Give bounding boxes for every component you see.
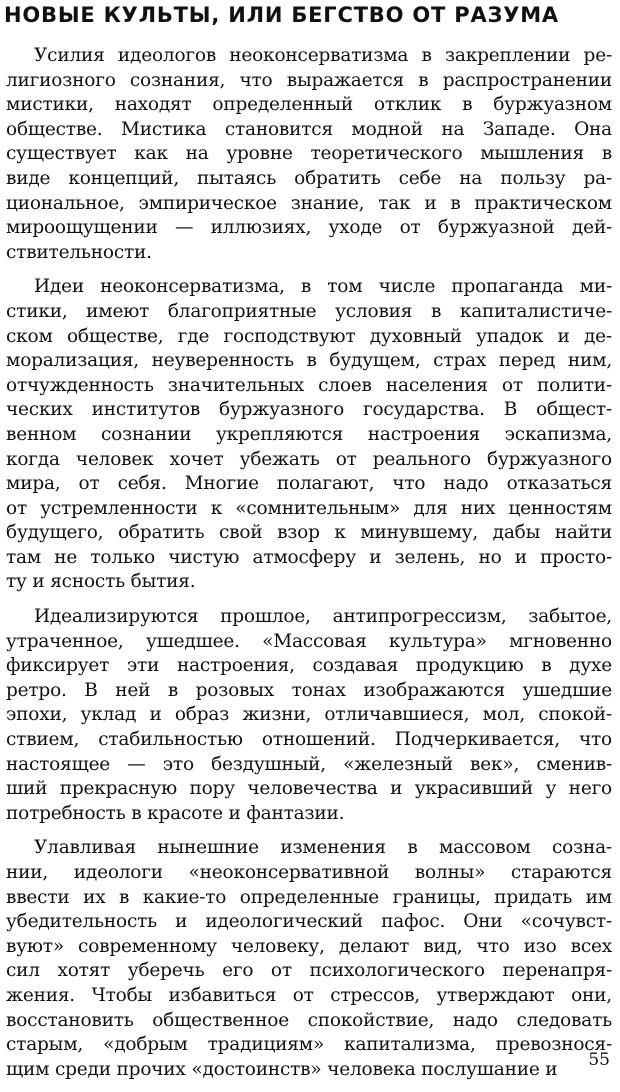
text-line: ту и ясность бытия. [6, 571, 196, 593]
text-line: стики, имеют благоприятные условия в капиталистиче- [6, 300, 612, 322]
text-line: лигиозного сознания, что выражается в распространении [6, 69, 612, 91]
text-line: жения. Чтобы избавиться от стрессов, утверждают они, [6, 984, 612, 1006]
text-line: мистики, находят определенный отклик в буржуазном [6, 94, 612, 116]
text-line: от устремленности к «сомнительным» для них ценностям [6, 497, 612, 519]
text-line: ший прекрасную пору человечества и украсивший у него [6, 778, 612, 800]
text-line: потребность в красоте и фантазии. [6, 802, 345, 824]
text-line: Идеи неоконсерватизма, в том числе пропаганда ми- [34, 276, 612, 298]
text-line: утраченное, ушедшее. «Массовая культура» мгновенно [6, 630, 612, 652]
text-line: ретро. В ней в розовых тонах изображаются ушедшие [6, 679, 612, 701]
body-text [6, 44, 612, 1092]
text-line: мироощущении — иллюзиях, уходе от буржуазной дей- [6, 217, 612, 239]
text-line: восстановить общественное спокойствие, надо следовать [6, 1009, 612, 1031]
paragraph [6, 605, 612, 826]
text-line: будущего, обратить свой взор к минувшему, дабы найти [6, 522, 612, 544]
text-line: ском обществе, где господствуют духовный упадок и де- [6, 325, 612, 347]
text-line: вуют» современному человеку, делают вид, что изо всех [6, 935, 612, 957]
text-line: Усилия идеологов неоконсерватизма в закреплении ре- [34, 45, 612, 66]
text-line: Улавливая нынешние изменения в массовом созна- [34, 837, 612, 859]
text-line: циональное, эмпирическое знание, так и в практическом [6, 192, 612, 214]
text-line: там не только чистую атмосферу и зелень, но и просто- [6, 546, 612, 568]
text-line: виде концепций, пытаясь обратить себе на пользу ра- [6, 167, 612, 189]
text-line: старым, «добрым традициям» капитализма, превознося- [6, 1034, 612, 1056]
text-line: Идеализируются прошлое, антипрогрессизм, забытое, [34, 606, 612, 628]
paragraph [6, 275, 612, 595]
text-line: отчужденность значительных слоев населения от полити- [6, 374, 612, 396]
text-line: когда человек хочет убежать от реального буржуазного [6, 448, 612, 470]
text-line: эпохи, уклад и образ жизни, отличавшиеся, мол, спокой- [6, 704, 612, 726]
text-line: венном сознании укрепляются настроения эскапизма, [6, 423, 612, 445]
page-number: 55 [588, 1050, 610, 1070]
text-line: убедительность и идеологический пафос. Они «сочувст- [6, 911, 612, 933]
text-line: сил хотят уберечь его от психологического перенапря- [6, 960, 612, 982]
text-line: настоящее — это бездушный, «железный век», сменив- [6, 753, 612, 775]
text-line: фиксирует эти настроения, создавая продукцию в духе [6, 655, 612, 677]
text-line: морализация, неуверенность в будущем, страх перед ним, [6, 350, 612, 372]
text-line: обществе. Мистика становится модной на Западе. Она [6, 118, 612, 140]
text-line: ческих институтов буржуазного государства. В общест- [6, 399, 612, 421]
paragraph [6, 836, 612, 1082]
text-line: мира, от себя. Многие полагают, что надо отказаться [6, 473, 612, 495]
text-line: ствительности. [6, 241, 152, 263]
text-line: существует как на уровне теоретического мышления в [6, 143, 612, 165]
chapter-heading: НОВЫЕ КУЛЬТЫ, ИЛИ БЕГСТВО ОТ РАЗУМА [4, 3, 559, 27]
text-line: ввести их в какие-то определенные границы, придать им [6, 886, 612, 908]
text-line: нии, идеологи «неоконсервативной волны» стараются [6, 862, 612, 883]
paragraph [6, 44, 612, 265]
text-line: щим среди прочих «достоинств» человека послушание и [6, 1058, 558, 1080]
text-line: ствием, стабильностью отношений. Подчеркивается, что [6, 729, 612, 751]
